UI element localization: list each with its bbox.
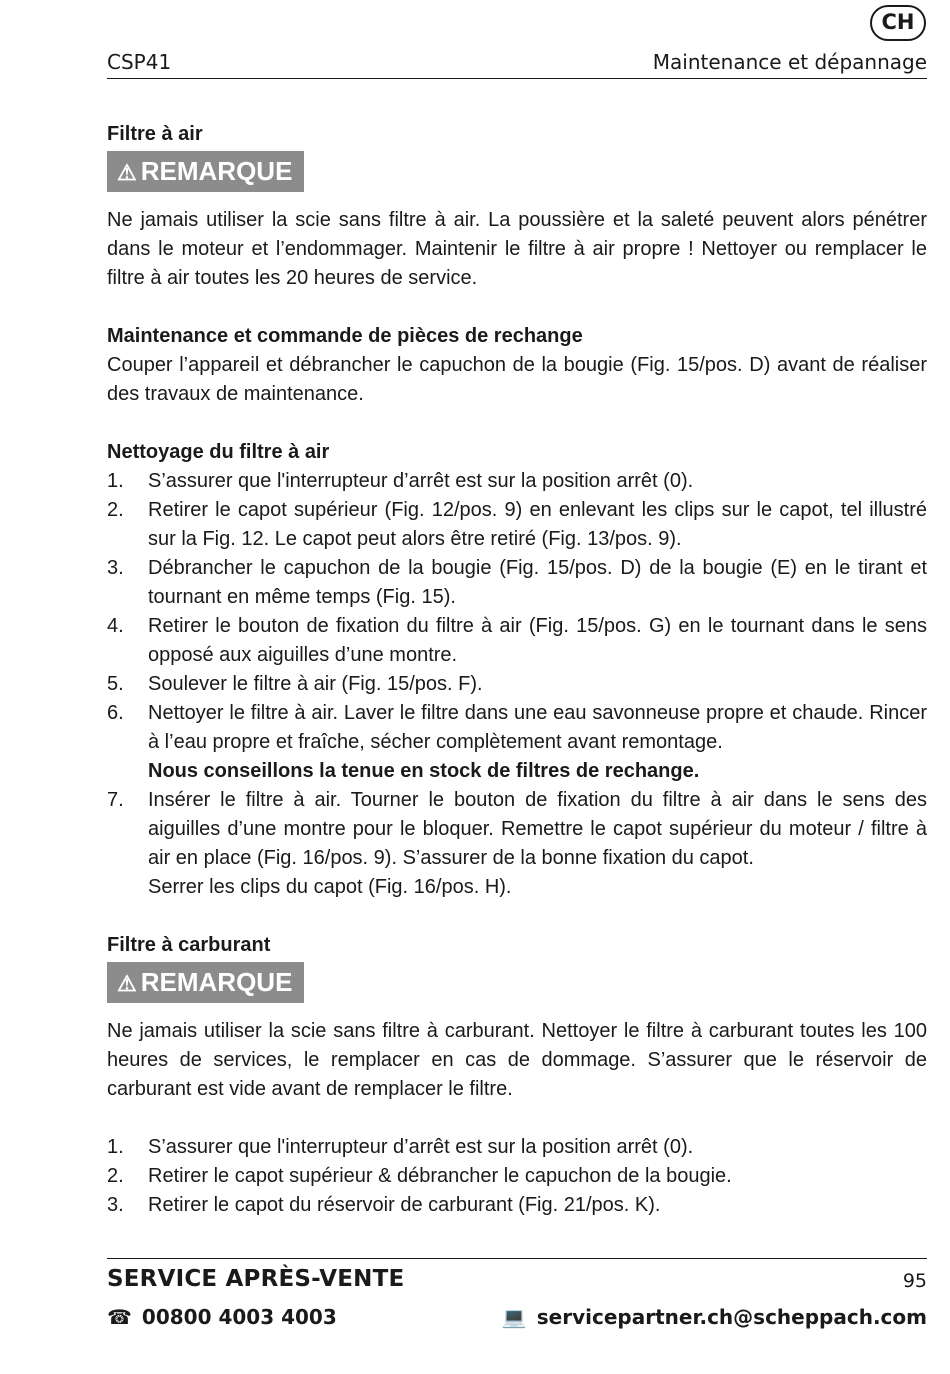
header-divider (107, 78, 927, 79)
list-item: 3. Retirer le capot du réservoir de carburant (Fig. 21/pos. K). (107, 1194, 661, 1216)
air-filter-text: Ne jamais utiliser la scie sans filtre à air. La poussière et la saleté peuvent alors pénétrer dans le moteur et l’endommager. Maintenir le filtre à air propre ! Nettoyer ou remplacer le filtre à air toutes les 20 heures de service. (107, 209, 927, 289)
list-item: 5. Soulever le filtre à air (Fig. 15/pos. F). (107, 673, 483, 695)
footer-divider (107, 1258, 927, 1259)
notice-badge (107, 151, 304, 192)
computer-icon: 💻 (501, 1305, 527, 1329)
phone-number: 00800 4003 4003 (141, 1305, 337, 1329)
list-item: 1. S’assurer que l'interrupteur d’arrêt est sur la position arrêt (0). (107, 470, 694, 492)
notice-badge (107, 962, 304, 1003)
section-title: Maintenance et dépannage (652, 50, 927, 74)
page-number: 95 (902, 1270, 927, 1292)
maintenance-text: Couper l’appareil et débrancher le capuchon de la bougie (Fig. 15/pos. D) avant de réaliser des travaux de maintenance. (107, 354, 927, 405)
service-title: SERVICE APRÈS-VENTE (107, 1266, 405, 1292)
maintenance-heading: Maintenance et commande de pièces de rechange (107, 325, 583, 347)
fuel-filter-text: Ne jamais utiliser la scie sans filtre à carburant. Nettoyer le filtre à carburant toutes les 100 heures de services, le remplacer en cas de dommage. S’assurer que le réservoir de carburant est vide avant de remplacer le filtre. (107, 1020, 927, 1100)
cleaning-steps (107, 467, 927, 902)
notice-label: REMARQUE (140, 967, 293, 997)
email-address[interactable]: servicepartner.ch@scheppach.com (536, 1305, 927, 1329)
country-badge: CH (870, 5, 926, 41)
list-item: 2. Retirer le capot supérieur (Fig. 12/pos. 9) en enlevant les clips sur le capot, tel illustré sur la Fig. 12. Le capot peut alors être retiré (Fig. 13/pos. 9). (107, 499, 927, 550)
air-filter-heading: Filtre à air (107, 123, 203, 145)
list-item: 4. Retirer le bouton de fixation du filtre à air (Fig. 15/pos. G) en le tournant dans le sens opposé aux aiguilles d’une montre. (107, 615, 927, 666)
list-item: 2. Retirer le capot supérieur & débrancher le capuchon de la bougie. (107, 1165, 732, 1187)
fuel-filter-steps (107, 1133, 927, 1220)
warning-triangle-icon: ⚠ (117, 971, 137, 996)
email-contact[interactable] (502, 1305, 927, 1329)
phone-contact (107, 1305, 337, 1329)
list-item: 7. Insérer le filtre à air. Tourner le bouton de fixation du filtre à air dans le sens des aiguilles d’une montre pour le bloquer. Remettre le capot supérieur du moteur / filtre à air en place (Fig. 16/pos. 9). S’assurer de la bonne fixation du capot. Serrer les clips du capot (Fig. 16/pos. H). (107, 789, 927, 898)
recommendation-note: Nous conseillons la tenue en stock de filtres de rechange. (148, 760, 700, 782)
telephone-icon: ☎ (107, 1305, 132, 1329)
page-content (107, 120, 927, 1220)
fuel-filter-heading: Filtre à carburant (107, 934, 271, 956)
list-item: 6. Nettoyer le filtre à air. Laver le filtre dans une eau savonneuse propre et chaude. Rincer à l’eau propre et fraîche, sécher complètement avant remontage. Nous conseillons la tenue en stock de filtres de rechange. (107, 702, 927, 782)
model-name: CSP41 (107, 50, 172, 74)
cleaning-heading: Nettoyage du filtre à air (107, 441, 330, 463)
list-item: 3. Débrancher le capuchon de la bougie (Fig. 15/pos. D) de la bougie (E) en le tirant et tournant en même temps (Fig. 15). (107, 557, 927, 608)
warning-triangle-icon: ⚠ (117, 160, 137, 185)
list-item: 1. S’assurer que l'interrupteur d’arrêt est sur la position arrêt (0). (107, 1136, 694, 1158)
notice-label: REMARQUE (140, 156, 293, 186)
